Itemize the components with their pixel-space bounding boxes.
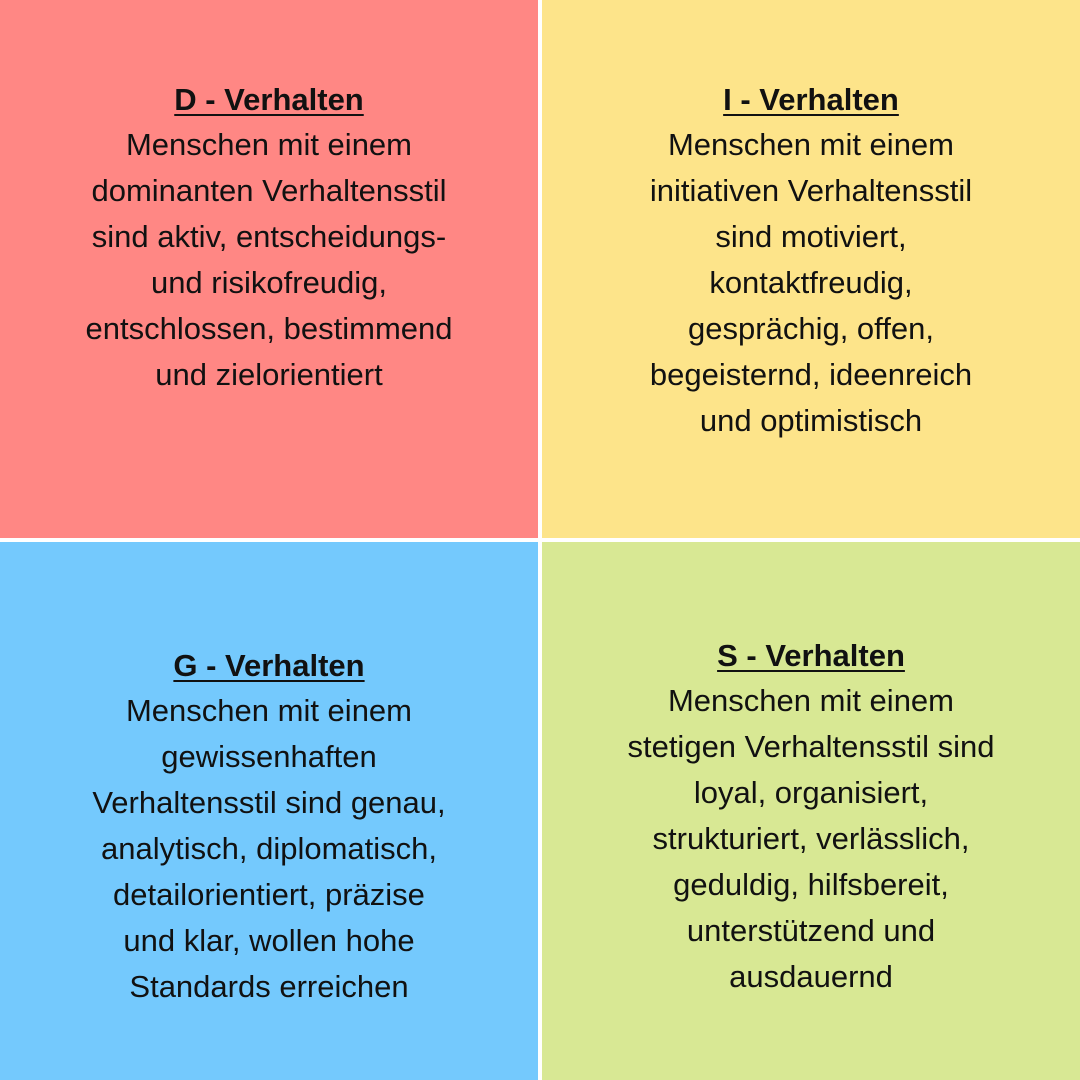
quadrant-g-line: und klar, wollen hohe [123, 923, 415, 958]
quadrant-i-description [562, 122, 1060, 444]
quadrant-g-line: detailorientiert, präzise [113, 877, 425, 912]
quadrant-d-line: Menschen mit einem [125, 127, 412, 162]
quadrant-g-line: Verhaltensstil sind genau, [92, 785, 446, 820]
quadrant-i-line: Menschen mit einem [667, 127, 954, 162]
quadrant-g-description [20, 688, 518, 1010]
quadrant-d-line: sind aktiv, entscheidungs- [91, 219, 447, 254]
quadrant-s-line: Menschen mit einem [667, 683, 954, 718]
quadrant-s-title: S - Verhalten [717, 638, 905, 673]
quadrant-s-line: strukturiert, verlässlich, [652, 821, 970, 856]
quadrant-i-line: begeisternd, ideenreich [649, 357, 973, 392]
quadrant-g-line: gewissenhaften [161, 739, 377, 774]
quadrant-g [0, 542, 538, 1080]
quadrant-d-title: D - Verhalten [174, 82, 364, 117]
quadrant-d-description [20, 122, 518, 398]
quadrant-d-line: und risikofreudig, [150, 265, 388, 300]
quadrant-g-content [20, 644, 518, 1010]
quadrant-g-line: Menschen mit einem [125, 693, 412, 728]
quadrant-i-line: sind motiviert, [715, 219, 907, 254]
quadrant-s [542, 542, 1080, 1080]
quadrant-s-line: geduldig, hilfsbereit, [673, 867, 949, 902]
quadrant-d-line: und zielorientiert [155, 357, 383, 392]
quadrant-s-line: unterstützend und [686, 913, 936, 948]
quadrant-s-line: ausdauernd [729, 959, 893, 994]
quadrant-i-line: gesprächig, offen, [688, 311, 934, 346]
quadrant-d-content [20, 78, 518, 398]
quadrant-d [0, 0, 538, 538]
quadrant-d-line: entschlossen, bestimmend [85, 311, 453, 346]
quadrant-i-line: und optimistisch [699, 403, 923, 438]
quadrant-i-line: initiativen Verhaltensstil [649, 173, 973, 208]
quadrant-s-line: loyal, organisiert, [693, 775, 929, 810]
quadrant-i-content [562, 78, 1060, 444]
quadrant-i [542, 0, 1080, 538]
quadrant-s-line: stetigen Verhaltensstil sind [627, 729, 995, 764]
quadrant-i-title: I - Verhalten [723, 82, 899, 117]
quadrant-s-description [562, 678, 1060, 1000]
quadrant-i-line: kontaktfreudig, [709, 265, 913, 300]
quadrant-s-content [562, 634, 1060, 1000]
quadrant-d-line: dominanten Verhaltensstil [91, 173, 447, 208]
quadrant-g-title: G - Verhalten [173, 648, 365, 683]
quadrant-g-line: analytisch, diplomatisch, [101, 831, 437, 866]
quadrant-g-line: Standards erreichen [129, 969, 409, 1004]
